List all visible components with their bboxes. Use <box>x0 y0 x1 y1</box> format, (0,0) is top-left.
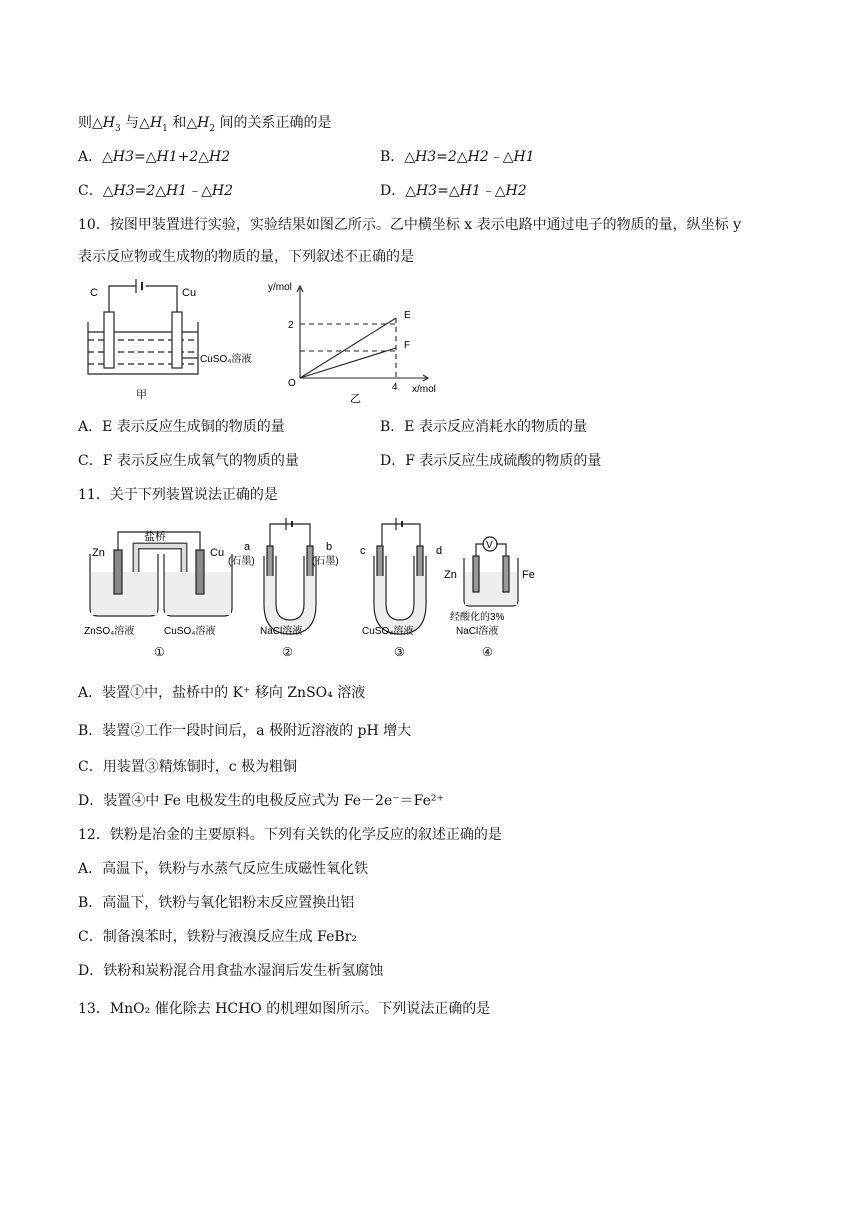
q11-d2-solution: NaCl溶液 <box>260 626 303 637</box>
q10-option-a[interactable]: A．E 表示反应生成铜的物质的量 <box>78 419 285 435</box>
q12-option-c[interactable]: C．制备溴苯时，铁粉与液溴反应生成 FeBr₂ <box>78 929 357 945</box>
q10-yi-label-f: F <box>404 340 411 351</box>
q10-jia-solution: CuSO₄溶液 <box>200 354 252 365</box>
q11-option-b[interactable]: B．装置②工作一段时间后，a 极附近溶液的 pH 增大 <box>78 723 412 739</box>
q10-stem-line2: 表示反应物或生成物的物质的量，下列叙述不正确的是 <box>78 249 414 265</box>
q10-jia-right-electrode: Cu <box>182 287 197 299</box>
q11-d1-label: ① <box>154 645 165 659</box>
q10-yi-y-tick-2: 2 <box>288 320 294 331</box>
q9-stem: 则$\triangle H_3$ 与$\triangle H_1$ 和$\triangle H_2$ 间的关系正确的是 <box>78 115 332 134</box>
q11-d3-c: c <box>360 545 366 557</box>
q11-d1-sol-right: CuSO₄溶液 <box>164 626 216 637</box>
q10-option-b[interactable]: B．E 表示反应消耗水的物质的量 <box>380 419 587 435</box>
q11-device-4 <box>436 526 556 666</box>
q10-option-d[interactable]: D．F 表示反应生成硫酸的物质的量 <box>380 453 602 469</box>
q10-yi-x-tick-4: 4 <box>392 382 398 393</box>
q9-option-b[interactable]: B．△H3=2△H2﹣△H1 <box>380 149 535 165</box>
q11-d1-sol-left: ZnSO₄溶液 <box>84 626 135 637</box>
q11-d2-label: ② <box>282 645 293 659</box>
q10-jia-left-electrode: C <box>90 287 98 299</box>
q12-option-d[interactable]: D．铁粉和炭粉混合用食盐水湿润后发生析氢腐蚀 <box>78 963 384 979</box>
q10-yi-origin: O <box>288 378 296 389</box>
q11-d1-right: Cu <box>210 547 225 559</box>
q11-device-2 <box>226 516 346 666</box>
q10-yi-y-axis: y/mol <box>268 282 292 293</box>
q11-d4-label: ④ <box>482 645 493 659</box>
q10-yi-label-e: E <box>404 310 411 321</box>
q10-yi-caption: 乙 <box>350 393 361 405</box>
q11-d2-a-mat: (石墨) <box>228 556 255 567</box>
q12-stem: 12．铁粉是冶金的主要原料。下列有关铁的化学反应的叙述正确的是 <box>78 827 502 843</box>
q11-d4-sol1: 经酸化的3% <box>450 612 505 623</box>
q9-option-a[interactable]: A．△H3=△H1+2△H2 <box>78 149 231 165</box>
q11-d4-sol2: NaCl溶液 <box>456 626 499 637</box>
q11-d1-salt-bridge: 盐桥 <box>144 531 166 543</box>
q11-option-c[interactable]: C．用装置③精炼铜时，c 极为粗铜 <box>78 759 298 775</box>
q10-option-c[interactable]: C．F 表示反应生成氧气的物质的量 <box>78 453 299 469</box>
q13-stem: 13．MnO₂ 催化除去 HCHO 的机理如图所示。下列说法正确的是 <box>78 1001 491 1017</box>
q12-option-b[interactable]: B．高温下，铁粉与氧化铝粉末反应置换出铝 <box>78 895 355 911</box>
q11-d3-solution: CuSO₄溶液 <box>362 626 414 637</box>
q11-d3-d: d <box>436 545 443 557</box>
q11-d4-meter: V <box>486 540 493 551</box>
q11-d3-label: ③ <box>394 645 405 659</box>
q12-option-a[interactable]: A．高温下，铁粉与水蒸气反应生成磁性氧化铁 <box>78 861 369 877</box>
q11-option-a[interactable]: A．装置①中，盐桥中的 K⁺ 移向 ZnSO₄ 溶液 <box>78 685 366 701</box>
q11-stem: 11．关于下列装置说法正确的是 <box>78 487 278 503</box>
q11-option-d[interactable]: D．装置④中 Fe 电极发生的电极反应式为 Fe－2e⁻＝Fe²⁺ <box>78 793 444 809</box>
q9-option-c[interactable]: C．△H3=2△H1﹣△H2 <box>78 183 234 199</box>
q11-d2-b-mat: (石墨) <box>312 556 339 567</box>
q10-figure-jia <box>82 276 252 404</box>
q10-figure-yi <box>262 278 452 406</box>
q11-device-1 <box>80 526 240 666</box>
q10-yi-x-axis: x/mol <box>412 384 436 395</box>
q9-option-d[interactable]: D．△H3=△H1﹣△H2 <box>380 183 527 199</box>
q11-d1-left: Zn <box>92 547 105 559</box>
q11-d2-b: b <box>326 541 333 553</box>
q11-d2-a: a <box>244 541 251 553</box>
q10-jia-caption: 甲 <box>136 389 147 401</box>
q10-stem-line1: 10．按图甲装置进行实验，实验结果如图乙所示。乙中横坐标 x 表示电路中通过电子的物质的量，纵坐标 y <box>78 217 741 233</box>
q11-d4-left: Zn <box>444 569 457 581</box>
q11-d4-right: Fe <box>522 569 535 581</box>
